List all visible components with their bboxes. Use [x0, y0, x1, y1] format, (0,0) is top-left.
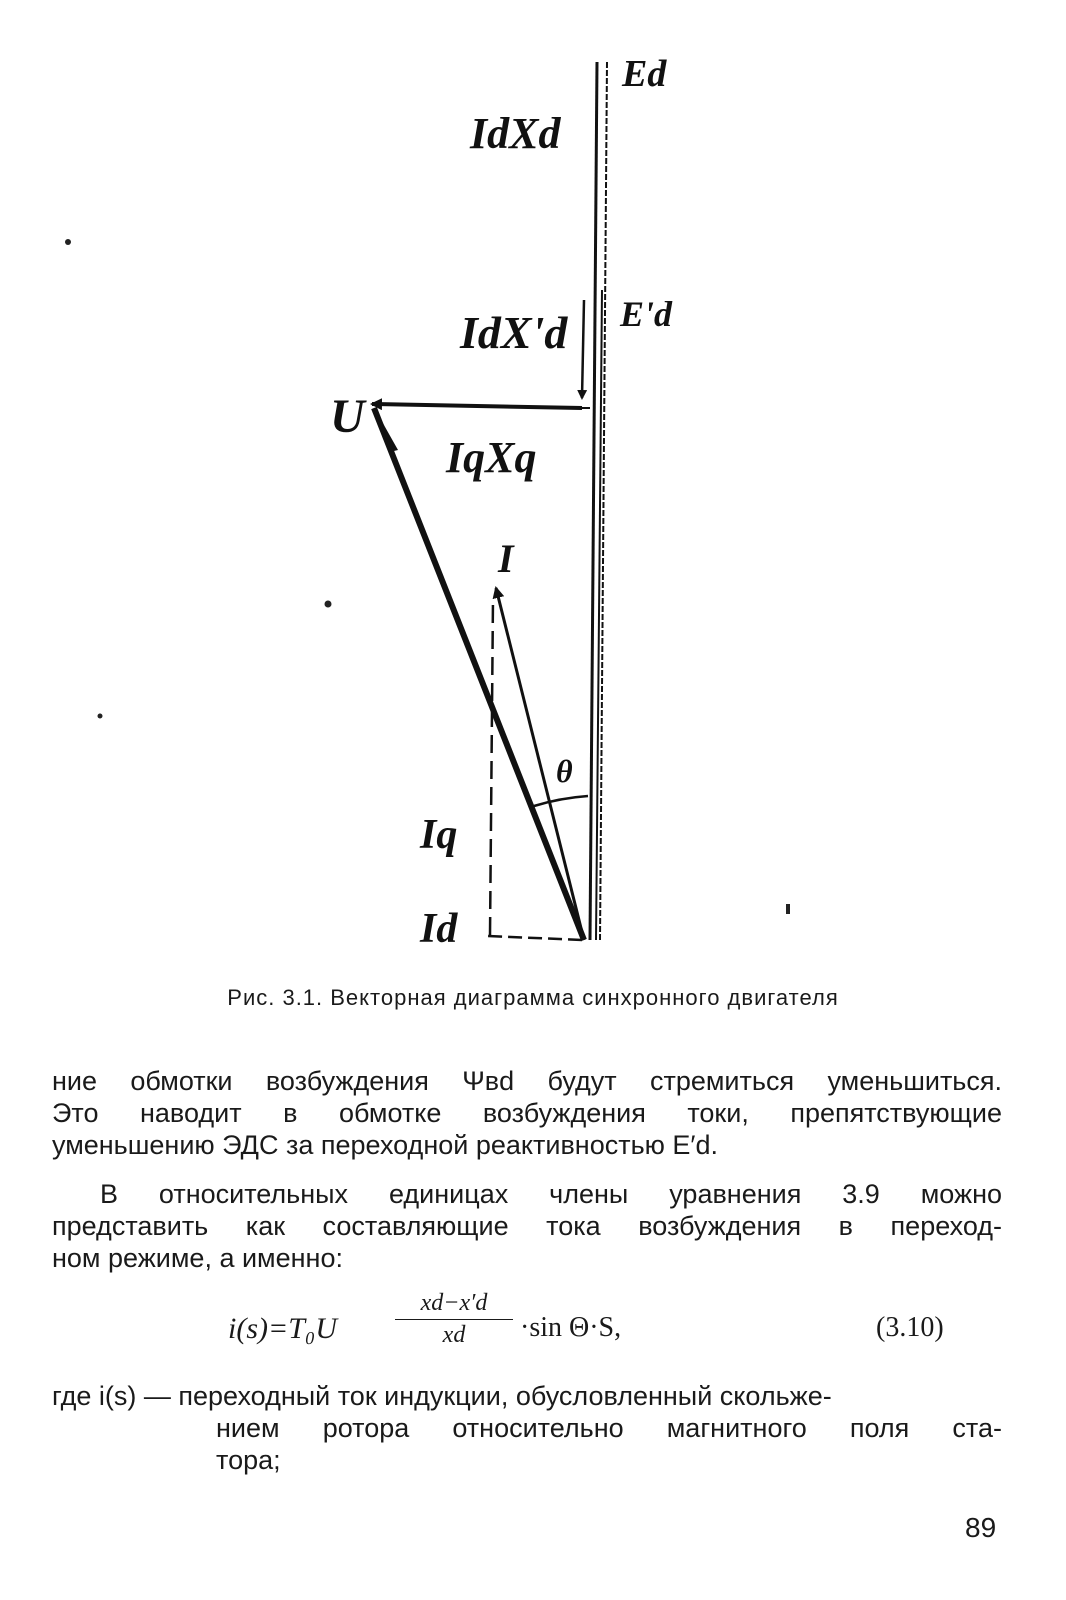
id-component	[488, 936, 582, 940]
u-vector	[374, 408, 584, 940]
text-line: нием ротора относительно магнитного поля ста-	[216, 1413, 1002, 1443]
definition-head: где i(s) — переходный ток индукции, обусловленный скольже-	[52, 1381, 832, 1411]
text-line: ном режиме, а именно:	[52, 1243, 343, 1273]
ed-vector	[590, 62, 597, 940]
text-line: Это наводит в обмотке возбуждения токи, препятствующие	[52, 1098, 1002, 1128]
label-ed: Ed	[622, 53, 667, 95]
theta-arc	[534, 796, 588, 806]
equation-number: (3.10)	[876, 1312, 944, 1343]
label-i: I	[498, 536, 514, 581]
text-line: уменьшению ЭДС за переходной реактивностью E′d.	[52, 1130, 718, 1160]
text-line: В относительных единицах члены уравнения 3.9 можно	[100, 1179, 1002, 1209]
paragraph-1	[52, 1065, 1002, 1161]
formula-left: i(s)=T₀U	[228, 1312, 338, 1345]
formula-3-10	[0, 1290, 1066, 1370]
idxd-prime-vector	[582, 300, 584, 398]
iq-component	[490, 598, 493, 935]
label-iq: Iq	[420, 812, 458, 858]
formula-numerator: xd−x′d	[395, 1290, 513, 1320]
label-ed-prime: E'd	[620, 294, 673, 334]
figure-caption: Рис. 3.1. Векторная диаграмма синхронного двигателя	[227, 985, 839, 1010]
definition-continuation	[52, 1412, 1002, 1476]
page-number: 89	[965, 1512, 997, 1543]
label-idxd-prime: IdX'd	[460, 307, 568, 358]
formula-fraction	[395, 1290, 513, 1349]
formula-right: ·sin Θ·S,	[520, 1312, 622, 1343]
label-id: Id	[420, 906, 458, 952]
paragraph-2	[52, 1178, 1002, 1274]
label-theta: θ	[556, 753, 573, 789]
text-line: представить как составляющие тока возбуждения в переход-	[52, 1211, 1002, 1241]
formula-denominator: xd	[442, 1322, 466, 1348]
label-idxd: IdXd	[470, 109, 561, 158]
text-line: тора;	[216, 1445, 281, 1475]
definition-block	[52, 1380, 1002, 1476]
text-line: ние обмотки возбуждения Ψвd будут стремиться уменьшиться.	[52, 1066, 1002, 1096]
label-iqxq: IqXq	[446, 433, 537, 482]
label-u: U	[330, 390, 365, 443]
iqxq-vector	[372, 404, 582, 408]
